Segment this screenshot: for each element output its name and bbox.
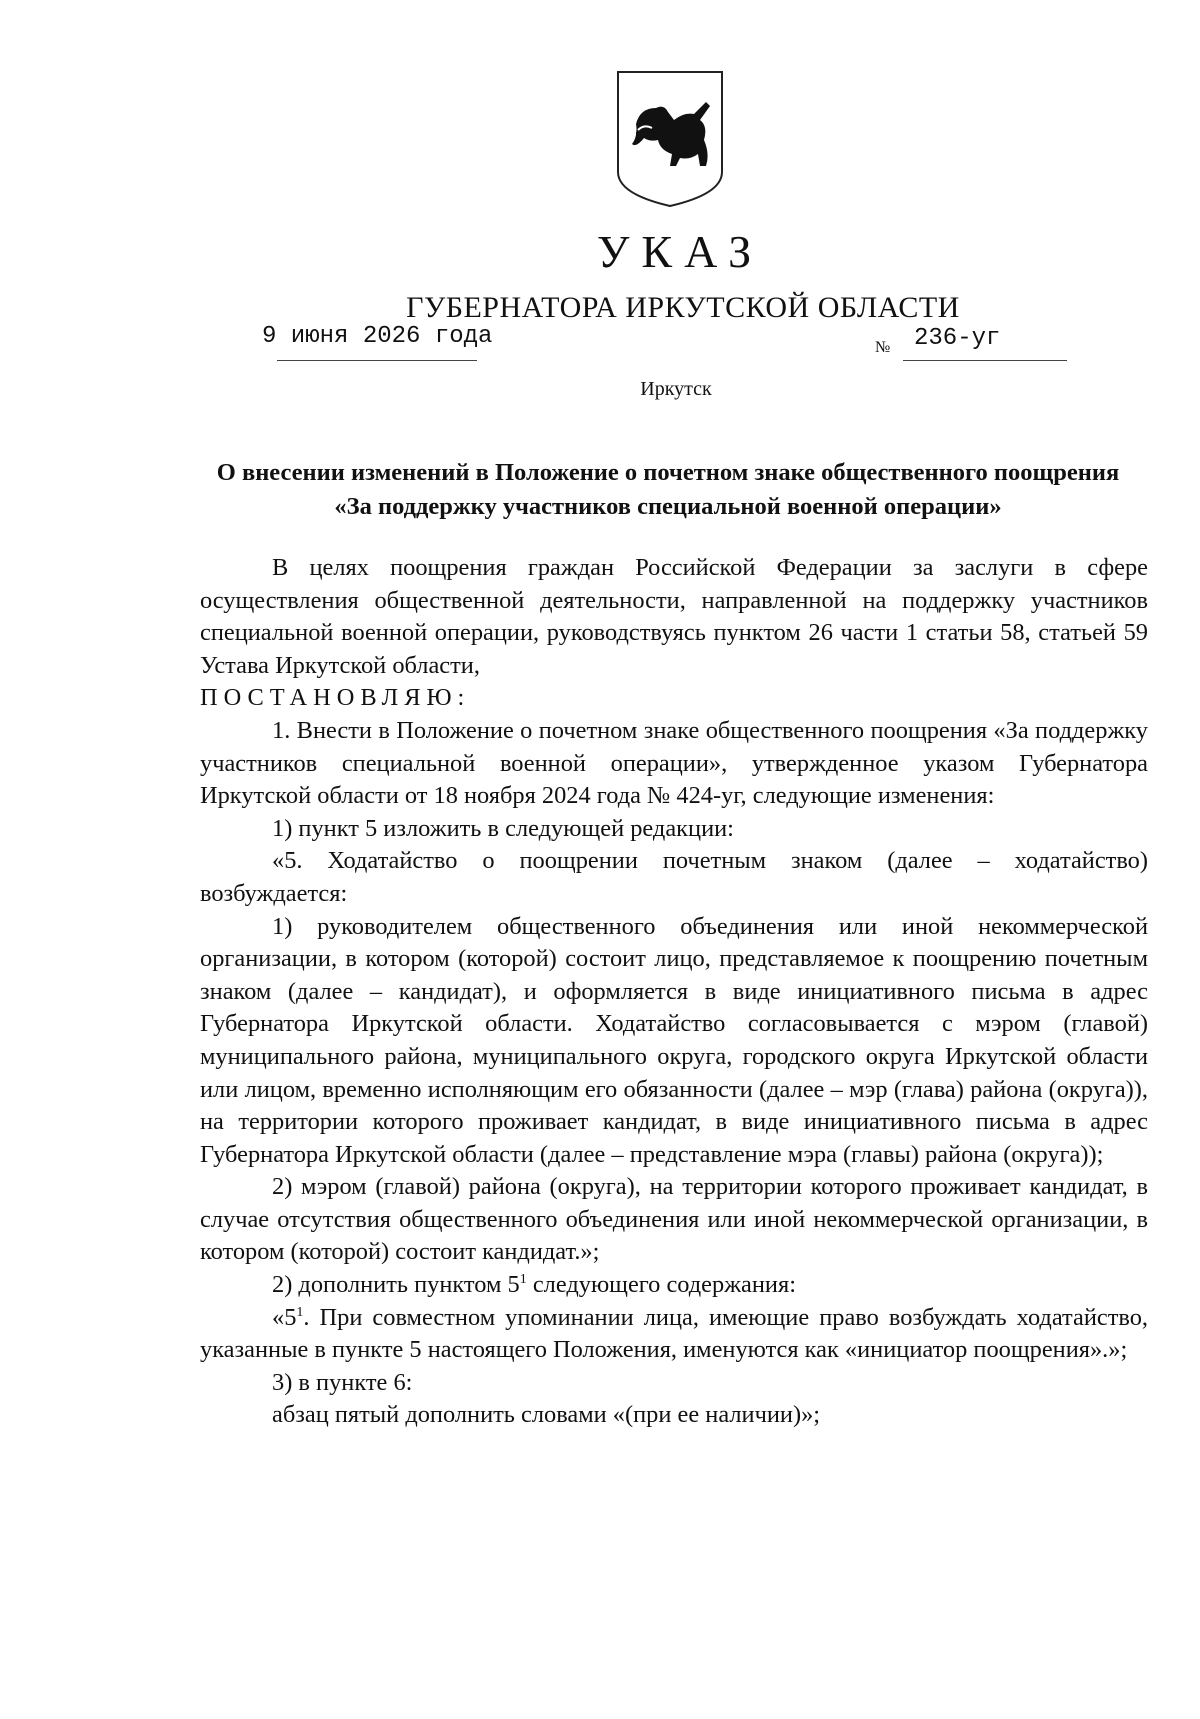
document-number: 236-уг: [914, 325, 1001, 352]
text-fragment: . При совместном упоминании лица, имеющие право возбуждать ходатайство, указанные в пункте 5 настоящего Положения, именуются как «инициатор поощрения».»;: [200, 1303, 1148, 1364]
paragraph: [200, 1269, 1148, 1302]
superscript: 1: [519, 1271, 527, 1287]
document-date: 9 июня 2026 года: [262, 323, 493, 350]
paragraph: абзац пятый дополнить словами «(при ее наличии)»;: [272, 1401, 821, 1429]
paragraph: В целях поощрения граждан Российской Федерации за заслуги в сфере осуществления общественной деятельности, направленной на поддержку участников специальной военной операции, руководствуясь пунктом 26 части 1 статьи 58, статьей 59 Устава Иркутской области,: [200, 554, 1148, 679]
paragraph-decree: ПОСТАНОВЛЯЮ:: [200, 684, 471, 712]
number-sign: №: [875, 339, 891, 356]
irkutsk-coat-of-arms-icon: [614, 68, 726, 208]
document-title: УКАЗ: [596, 226, 764, 277]
issuer-title: ГУБЕРНАТОРА ИРКУТСКОЙ ОБЛАСТИ: [406, 291, 960, 324]
paragraph: 1) пункт 5 изложить в следующей редакции:: [272, 814, 734, 842]
number-underline: [903, 360, 1067, 361]
paragraph: 1) руководителем общественного объединения или иной некоммерческой организации, в котором (которой) состоит лицо, представляемое к поощрению почетным знаком (далее – кандидат), и оформляется в виде инициативного письма в адрес Губернатора Иркутской области. Ходатайство согласовывается с мэром (главой) муниципального района, муниципального округа, городского округа Иркутской области или лицом, временно исполняющим его обязанности (далее – мэр (глава) района (округа)), на территории которого проживает кандидат, в виде инициативного письма в адрес Губернатора Иркутской области (далее – представление мэра (главы) района (округа));: [200, 912, 1148, 1168]
document-city: Иркутск: [640, 378, 712, 400]
superscript: 1: [296, 1304, 304, 1320]
paragraph: «5. Ходатайство о поощрении почетным знаком (далее – ходатайство) возбуждается:: [200, 847, 1148, 907]
text-fragment: 2) дополнить пунктом 5: [272, 1271, 520, 1299]
paragraph: 2) мэром (главой) района (округа), на территории которого проживает кандидат, в случае отсутствия общественного объединения или иной некоммерческой организации, в котором (которой) состоит кандидат.»;: [200, 1173, 1148, 1266]
date-underline: [277, 360, 477, 361]
paragraph: 3) в пункте 6:: [272, 1368, 413, 1396]
text-fragment: следующего содержания:: [526, 1271, 796, 1299]
text-fragment: «5: [272, 1303, 297, 1331]
document-heading: О внесении изменений в Положение о почетном знаке общественного поощрения «За поддержку участников специальной военной операции»: [216, 459, 1120, 520]
paragraph: 1. Внести в Положение о почетном знаке общественного поощрения «За поддержку участников специальной военной операции», утвержденное указом Губернатора Иркутской области от 18 ноября 2024 года № 424-уг, следующие изменения:: [200, 716, 1148, 810]
document-body: [200, 552, 1148, 1432]
paragraph: [200, 1302, 1148, 1367]
